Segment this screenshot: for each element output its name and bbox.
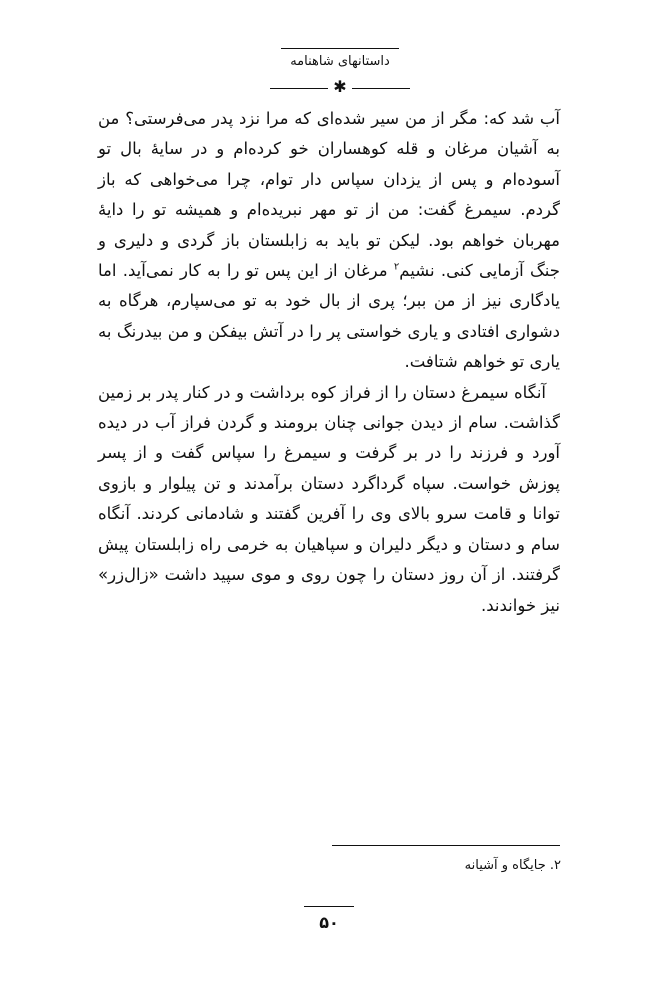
header-rule	[270, 77, 410, 96]
footnote: ۲. جایگاه و آشیانه	[464, 858, 561, 873]
footnote-divider	[332, 845, 560, 846]
paragraph-1-part-2: مرغان از این پس تو را به کار نمی‌آید. اما یادگاری نیز از من ببر؛ پری از بال خود به تو می‌سپارم، هرگاه به دشواری افتادی و یاری خواستی پر را در آتش بیفکن و من بیدرنگ به یاری تو خواهم شتافت.	[98, 261, 560, 372]
footnote-marker: ۲	[393, 261, 400, 273]
header-rule-right	[352, 88, 410, 89]
main-text	[98, 104, 560, 621]
paragraph-1-part-1: آب شد که: مگر از من سیر شده‌ای که مرا نزد پدر می‌فرستی؟ من به آشیان مرغان و قله کوهساران خو کرده‌ام و در سایۀ بال تو آسوده‌ام و پس از یزدان سپاس دار تو‌ام، چرا می‌خواهی که باز گردم. سیمرغ گفت: من از تو مهر نبریده‌ام و همیشه تو را دایۀ مهربان خواهم بود. لیکن تو باید به زابلستان باز گردی و دلیری و جنگ آزمایی کنی. نشیم	[98, 109, 560, 281]
ornament-icon: ✱	[333, 77, 347, 96]
header-top-line	[281, 48, 399, 49]
page-number-rule	[304, 906, 354, 907]
paragraph-2: آنگاه سیمرغ دستان را از فراز کوه برداشت و در کنار پدر بر زمین گذاشت. سام از دیدن جوانی چنان برومند و گردن فراز آب در دیده آورد و فرزند را در بر گرفت و سیمرغ را سپاس گفت و از پسر پوزش خواست. سپاه گرداگرد دستان برآمدند و تن پیلوار و بازوی توانا و قامت سرو بالای وی را آفرین گفتند و شادمانی کردند. آنگاه سام و دستان و دیگر دلیران و سپاهیان به خرمی راه زابلستان پیش گرفتند. از آن روز دستان را چون روی و موی سپید داشت «زال‌زر» نیز خواندند.	[98, 382, 560, 615]
running-header	[270, 48, 410, 71]
header-title: داستانهای شاهنامه	[290, 54, 390, 69]
page-number: ۵۰	[319, 913, 339, 932]
header-rule-left	[270, 88, 328, 89]
paragraph-1	[98, 104, 560, 378]
